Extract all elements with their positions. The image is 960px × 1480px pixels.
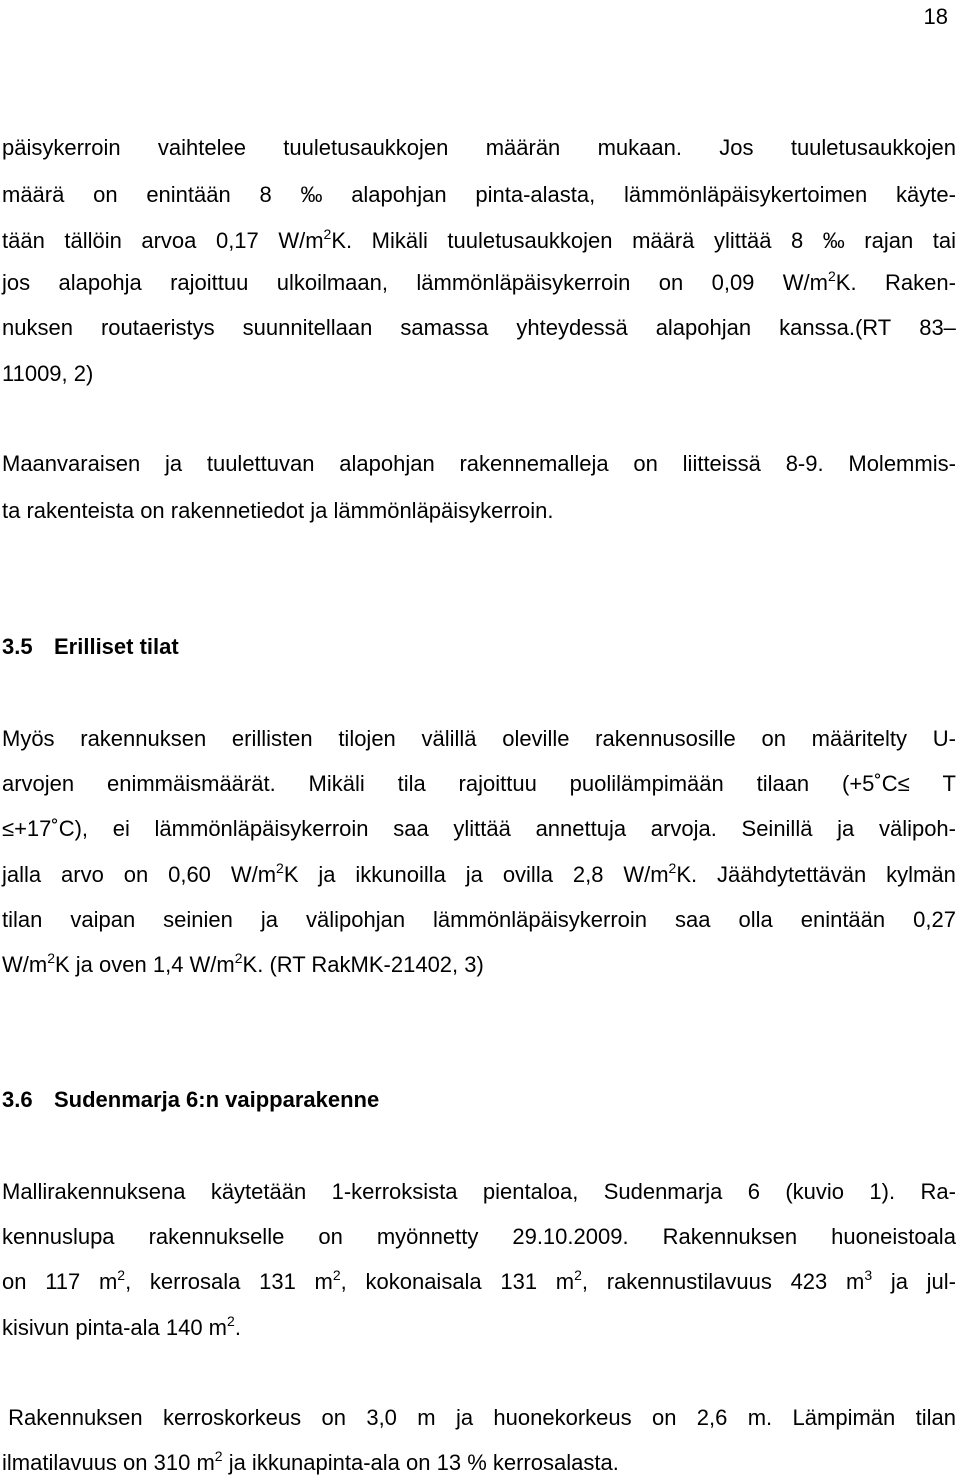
word: huoneistoala — [831, 1224, 956, 1249]
paragraph-line: ta rakenteista on rakennetiedot ja lämmönläpäisykerroin. — [2, 498, 554, 523]
word: liitteissä — [682, 451, 761, 476]
word: Myös — [2, 726, 55, 751]
word: ikkunoilla — [355, 862, 446, 887]
word: tilaan — [756, 771, 810, 796]
word: 83– — [919, 315, 956, 340]
word: ≤+17˚C), — [2, 816, 89, 841]
word: enintään — [146, 182, 231, 207]
word: on — [651, 1405, 677, 1430]
word: mukaan. — [597, 135, 682, 160]
word: tilojen — [338, 726, 396, 751]
word: pinta-alasta, — [475, 182, 596, 207]
paragraph-line — [2, 180, 956, 210]
word: ja — [837, 816, 855, 841]
word: ulkoilmaan, — [276, 270, 388, 295]
word: arvojen — [2, 771, 75, 796]
word: rajoittuu — [458, 771, 537, 796]
word: seinien — [163, 907, 233, 932]
paragraph-line: $W/m^2K$ ja oven 1,4 $W/m^2K$. (RT RakMK-21402, 3) — [2, 950, 484, 977]
word: Jos — [719, 135, 754, 160]
paragraph-line — [2, 449, 956, 479]
word: tuuletusaukkojen — [283, 135, 449, 160]
word: 0,27 — [913, 907, 956, 932]
word: huonekorkeus — [493, 1405, 632, 1430]
word: lämmönläpäisykerroin — [154, 816, 369, 841]
word: kerroskorkeus — [163, 1405, 302, 1430]
word: 2,8 — [572, 862, 604, 887]
word: kylmän — [886, 862, 956, 887]
word: määrä — [2, 182, 65, 207]
word: ‰ — [822, 228, 845, 253]
word: tilan — [915, 1405, 956, 1430]
word: olla — [738, 907, 773, 932]
word: välillä — [421, 726, 477, 751]
word: 29.10.2009. — [512, 1224, 629, 1249]
word: ja — [318, 862, 336, 887]
word: oleville — [502, 726, 570, 751]
word: välipohjan — [305, 907, 406, 932]
word: puolilämpimään — [569, 771, 724, 796]
word: Seinillä — [741, 816, 813, 841]
word: alapohjan — [655, 315, 752, 340]
word: Mikäli — [308, 771, 365, 796]
word: on — [93, 182, 118, 207]
word: erillisten — [231, 726, 313, 751]
paragraph-line: 11009, 2) — [2, 361, 94, 386]
word: tuulettuvan — [206, 451, 315, 476]
word: on — [318, 1224, 343, 1249]
word: nuksen — [2, 315, 73, 340]
word: Molemmis- — [848, 451, 956, 476]
paragraph-line — [2, 1222, 956, 1252]
word: tuuletusaukkojen — [790, 135, 956, 160]
word: m. — [747, 1405, 773, 1430]
word: käytetään — [210, 1179, 307, 1204]
word: Jäähdytettävän — [717, 862, 867, 887]
word: määritelty — [811, 726, 908, 751]
word: 131 — [500, 1269, 538, 1294]
word: ja — [890, 1269, 908, 1294]
word: ylittää — [453, 816, 511, 841]
word: 117 — [45, 1269, 81, 1294]
word: enintään — [800, 907, 886, 932]
word: tila — [397, 771, 426, 796]
word: $W/m^2K$. — [278, 226, 353, 253]
word: lämmönläpäisykertoimen — [623, 182, 868, 207]
word: ei — [112, 816, 130, 841]
word: $m^2$, — [314, 1267, 347, 1294]
word: on — [321, 1405, 346, 1430]
word: $W/m^2K$. — [623, 860, 698, 887]
word: alapohjan — [339, 451, 435, 476]
word: rajoittuu — [170, 270, 249, 295]
word: ja — [455, 1405, 474, 1430]
word: ja — [465, 862, 483, 887]
word: 2,6 — [696, 1405, 728, 1430]
word: m — [417, 1405, 436, 1430]
word: tilan — [2, 907, 43, 932]
word: ovilla — [502, 862, 553, 887]
word: arvoja. — [650, 816, 717, 841]
word: ylittää — [713, 228, 772, 253]
word: määrä — [632, 228, 695, 253]
word: rakennusosille — [595, 726, 736, 751]
word: arvoa — [141, 228, 197, 253]
word: (kuvio — [785, 1179, 845, 1204]
word: Ra- — [920, 1179, 956, 1204]
paragraph-line — [2, 1403, 956, 1433]
word: on — [2, 1269, 27, 1294]
word: lämmönläpäisykerroin — [416, 270, 631, 295]
word: on — [658, 270, 684, 295]
word: 1). — [869, 1179, 896, 1204]
word: (+5˚C≤ — [842, 771, 910, 796]
word: rakennemalleja — [459, 451, 609, 476]
word: lämmönläpäisykerroin — [433, 907, 648, 932]
word: jalla — [2, 862, 42, 887]
word: kokonaisala — [365, 1269, 482, 1294]
word: $m^2$, — [555, 1267, 589, 1294]
word: pientaloa, — [482, 1179, 579, 1204]
paragraph-line — [2, 814, 956, 844]
paragraph-line — [2, 226, 956, 256]
word: 3,0 — [366, 1405, 397, 1430]
word: $m^3$ — [845, 1267, 873, 1294]
word: 6 — [747, 1179, 760, 1204]
word: päisykerroin — [2, 135, 121, 160]
word: ja — [260, 907, 278, 932]
word: tai — [932, 228, 956, 253]
word: 131 — [259, 1269, 296, 1294]
section-number: 3.5 — [2, 634, 33, 659]
word: 1-kerroksista — [331, 1179, 458, 1204]
word: ja — [164, 451, 183, 476]
word: myönnetty — [376, 1224, 479, 1249]
word: kerrosala — [149, 1269, 241, 1294]
word: saa — [675, 907, 711, 932]
word: 8 — [259, 182, 272, 207]
word: samassa — [400, 315, 489, 340]
paragraph-line — [2, 724, 956, 754]
word: jul- — [926, 1269, 956, 1294]
word: suunnitellaan — [242, 315, 373, 340]
word: välipoh- — [878, 816, 956, 841]
word: $W/m^2K$. — [782, 268, 857, 295]
paragraph-line — [2, 268, 956, 298]
word: tään — [2, 228, 45, 253]
word: annettuja — [535, 816, 627, 841]
word: Rakennuksen — [2, 1405, 143, 1430]
paragraph-line — [2, 1177, 956, 1207]
paragraph-line — [2, 1267, 956, 1297]
paragraph-line — [2, 860, 956, 890]
word: routaeristys — [100, 315, 215, 340]
word: 8-9. — [785, 451, 824, 476]
paragraph-line — [2, 133, 956, 163]
section-heading — [2, 1085, 379, 1115]
word: $W/m^2K$ — [230, 860, 299, 887]
word: 0,09 — [711, 270, 755, 295]
word: vaihtelee — [157, 135, 246, 160]
word: $m^2$, — [98, 1267, 132, 1294]
word: Mikäli — [371, 228, 428, 253]
word: 0,60 — [168, 862, 211, 887]
word: U- — [932, 726, 956, 751]
word: Lämpimän — [792, 1405, 896, 1430]
word: arvo — [61, 862, 104, 887]
word: tuuletusaukkojen — [447, 228, 613, 253]
word: Maanvaraisen — [2, 451, 141, 476]
word: enimmäismäärät. — [106, 771, 276, 796]
word: kennuslupa — [2, 1224, 115, 1249]
word: rajan — [864, 228, 914, 253]
paragraph-line — [2, 905, 956, 935]
paragraph-line: ilmatilavuus on 310 $m^2$ ja ikkunapinta-ala on 13 % kerrosalasta. — [2, 1448, 619, 1475]
word: 423 — [790, 1269, 828, 1294]
page-number: 18 — [923, 4, 948, 29]
word: alapohjan — [351, 182, 447, 207]
word: rakennukselle — [148, 1224, 285, 1249]
section-title: Erilliset tilat — [54, 634, 179, 659]
section-number: 3.6 — [2, 1087, 33, 1112]
word: Rakennuksen — [662, 1224, 798, 1249]
word: saa — [393, 816, 429, 841]
word: jos — [2, 270, 31, 295]
word: 8 — [790, 228, 804, 253]
word: on — [123, 862, 149, 887]
word: vaipan — [70, 907, 136, 932]
word: kanssa.(RT — [779, 315, 892, 340]
word: tällöin — [64, 228, 122, 253]
paragraph-line: kisivun pinta-ala 140 $m^2$. — [2, 1313, 241, 1340]
word: ‰ — [300, 182, 323, 207]
paragraph-line — [2, 313, 956, 343]
word: rakennustilavuus — [606, 1269, 772, 1294]
word: Sudenmarja — [603, 1179, 723, 1204]
word: määrän — [485, 135, 561, 160]
word: 0,17 — [215, 228, 259, 253]
word: Raken- — [884, 270, 956, 295]
section-heading — [2, 632, 179, 662]
word: yhteydessä — [516, 315, 628, 340]
word: Mallirakennuksena — [2, 1179, 186, 1204]
word: alapohja — [58, 270, 142, 295]
paragraph-line — [2, 769, 956, 799]
word: on — [761, 726, 786, 751]
word: T — [942, 771, 956, 796]
word: on — [633, 451, 658, 476]
section-title: Sudenmarja 6:n vaipparakenne — [54, 1087, 380, 1112]
word: käyte- — [896, 182, 956, 207]
word: rakennuksen — [80, 726, 207, 751]
